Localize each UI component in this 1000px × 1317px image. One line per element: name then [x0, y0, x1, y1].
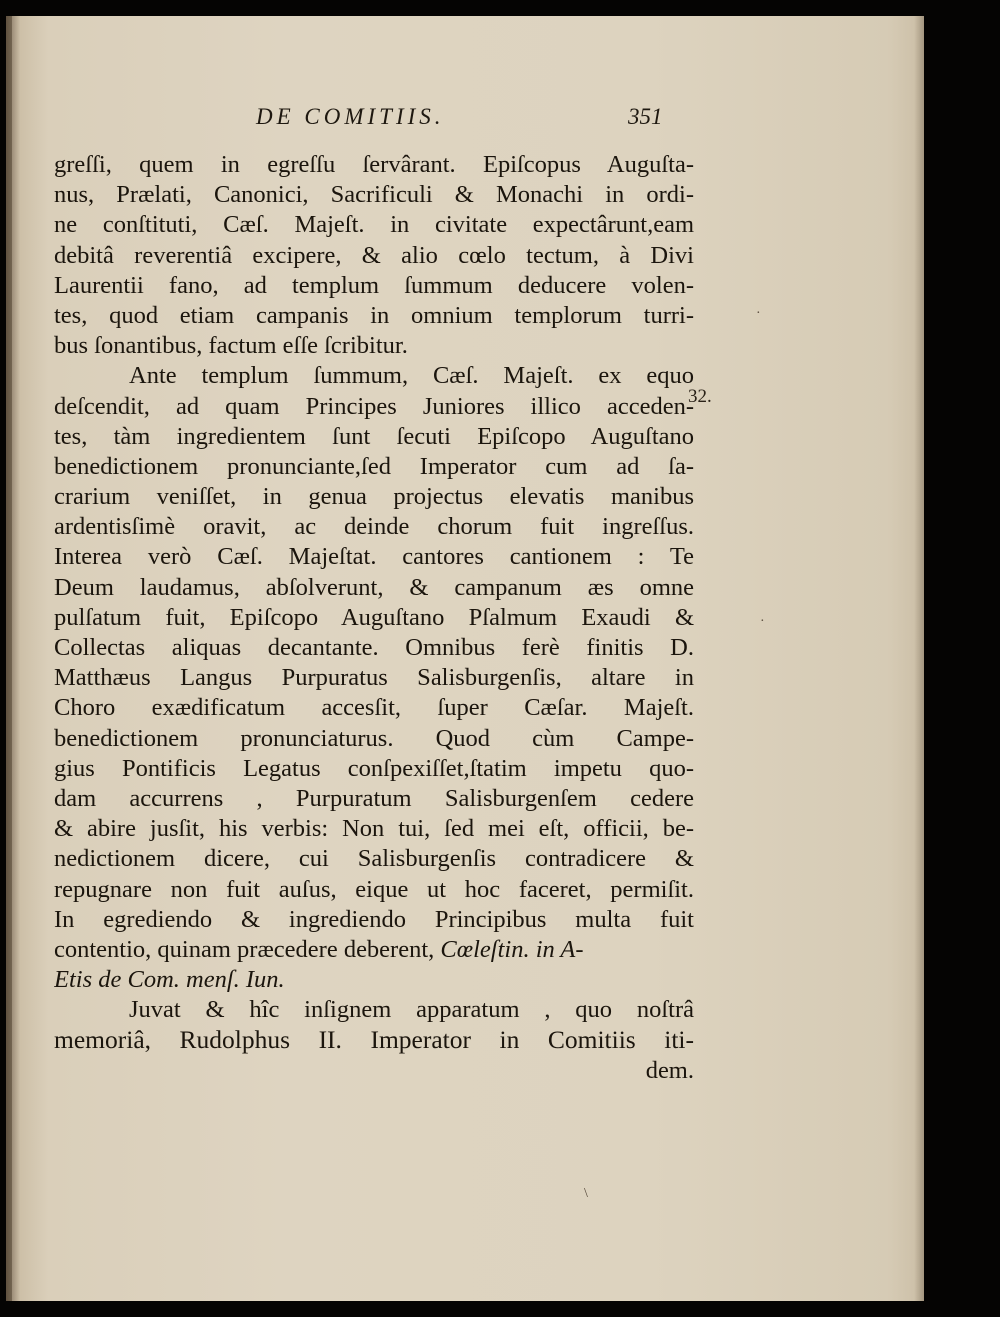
- text-line: Laurentii fano, ad templum ſummum deducere volen-: [54, 271, 694, 299]
- page-header: [12, 104, 924, 134]
- margin-note: 32.: [688, 386, 712, 407]
- text-line: Choro exædificatum accesſit, ſuper Cæſar. Majeſt.: [54, 694, 694, 722]
- text-line: Deum laudamus, abſolverunt, & campanum æs omne: [54, 573, 694, 601]
- text-line: greſſi, quem in egreſſu ſervârant. Epiſcopus Auguſta-: [54, 151, 694, 178]
- ink-speck: ·: [756, 306, 761, 321]
- paragraph-start-line: Ante templum ſummum, Cæſ. Majeſt. ex equo: [129, 362, 694, 390]
- text-line: gius Pontificis Legatus conſpexiſſet,ſtatim impetu quo-: [54, 754, 694, 782]
- citation-continued: Etis de Com. menſ. Iun.: [54, 966, 285, 994]
- text-line: memoriâ, Rudolphus II. Imperator in Comitiis iti-: [54, 1025, 694, 1055]
- citation: Cœleſtin. in A-: [440, 935, 584, 963]
- text-line: In egrediendo & ingrediendo Principibus multa fuit: [54, 905, 694, 933]
- text-line: crarium veniſſet, in genua projectus elevatis manibus: [54, 483, 694, 511]
- text-line: pulſatum fuit, Epiſcopo Auguſtano Pſalmum Exaudi &: [54, 603, 694, 631]
- body-text: [54, 150, 694, 1086]
- text-line: repugnare non fuit auſus, eique ut hoc faceret, permiſit.: [54, 875, 694, 903]
- text-line: tes, tàm ingredientem ſunt ſecuti Epiſcopo Auguſtano: [54, 422, 694, 450]
- text-line: tes, quod etiam campanis in omnium templorum turri-: [54, 301, 694, 329]
- text-line-with-citation: [54, 935, 694, 965]
- text-line: ardentisſimè oravit, ac deinde chorum fuit ingreſſus.: [54, 513, 694, 541]
- catchword: dem.: [645, 1056, 694, 1084]
- text-line: & abire jusſit, his verbis: Non tui, ſed mei eſt, officii, be-: [54, 815, 694, 843]
- text-line: bus ſonantibus, factum eſſe ſcribitur.: [54, 332, 408, 360]
- text-line: nus, Prælati, Canonici, Sacrificuli & Monachi in ordi-: [54, 181, 694, 209]
- text-line: Collectas aliquas decantante. Omnibus ferè finitis D.: [54, 634, 694, 661]
- book-page: [6, 16, 924, 1301]
- text-line: benedictionem pronunciante,ſed Imperator cum ad ſa-: [54, 452, 694, 480]
- text-line: ne conſtituti, Cæſ. Majeſt. in civitate expectârunt,eam: [54, 211, 694, 239]
- ink-speck: \: [584, 1186, 588, 1201]
- text-line: dam accurrens , Purpuratum Salisburgenſem cedere: [54, 784, 694, 812]
- text-line-segment: contentio, quinam præcedere deberent,: [54, 935, 435, 963]
- page-number: 351: [628, 104, 663, 129]
- ink-speck: ·: [760, 614, 765, 629]
- running-title: DE COMITIIS.: [256, 104, 445, 129]
- text-line: Interea verò Cæſ. Majeſtat. cantores cantionem : Te: [54, 543, 694, 571]
- text-line: deſcendit, ad quam Principes Juniores illico acceden-: [54, 392, 694, 420]
- text-line: benedictionem pronunciaturus. Quod cùm Campe-: [54, 724, 694, 752]
- text-line: nedictionem dicere, cui Salisburgenſis contradicere &: [54, 845, 694, 873]
- paragraph-start-line: Juvat & hîc inſignem apparatum , quo noſtrâ: [129, 996, 694, 1024]
- text-line: debitâ reverentiâ excipere, & alio cœlo tectum, à Divi: [54, 241, 694, 269]
- text-line: Matthæus Langus Purpuratus Salisburgenſis, altare in: [54, 664, 694, 692]
